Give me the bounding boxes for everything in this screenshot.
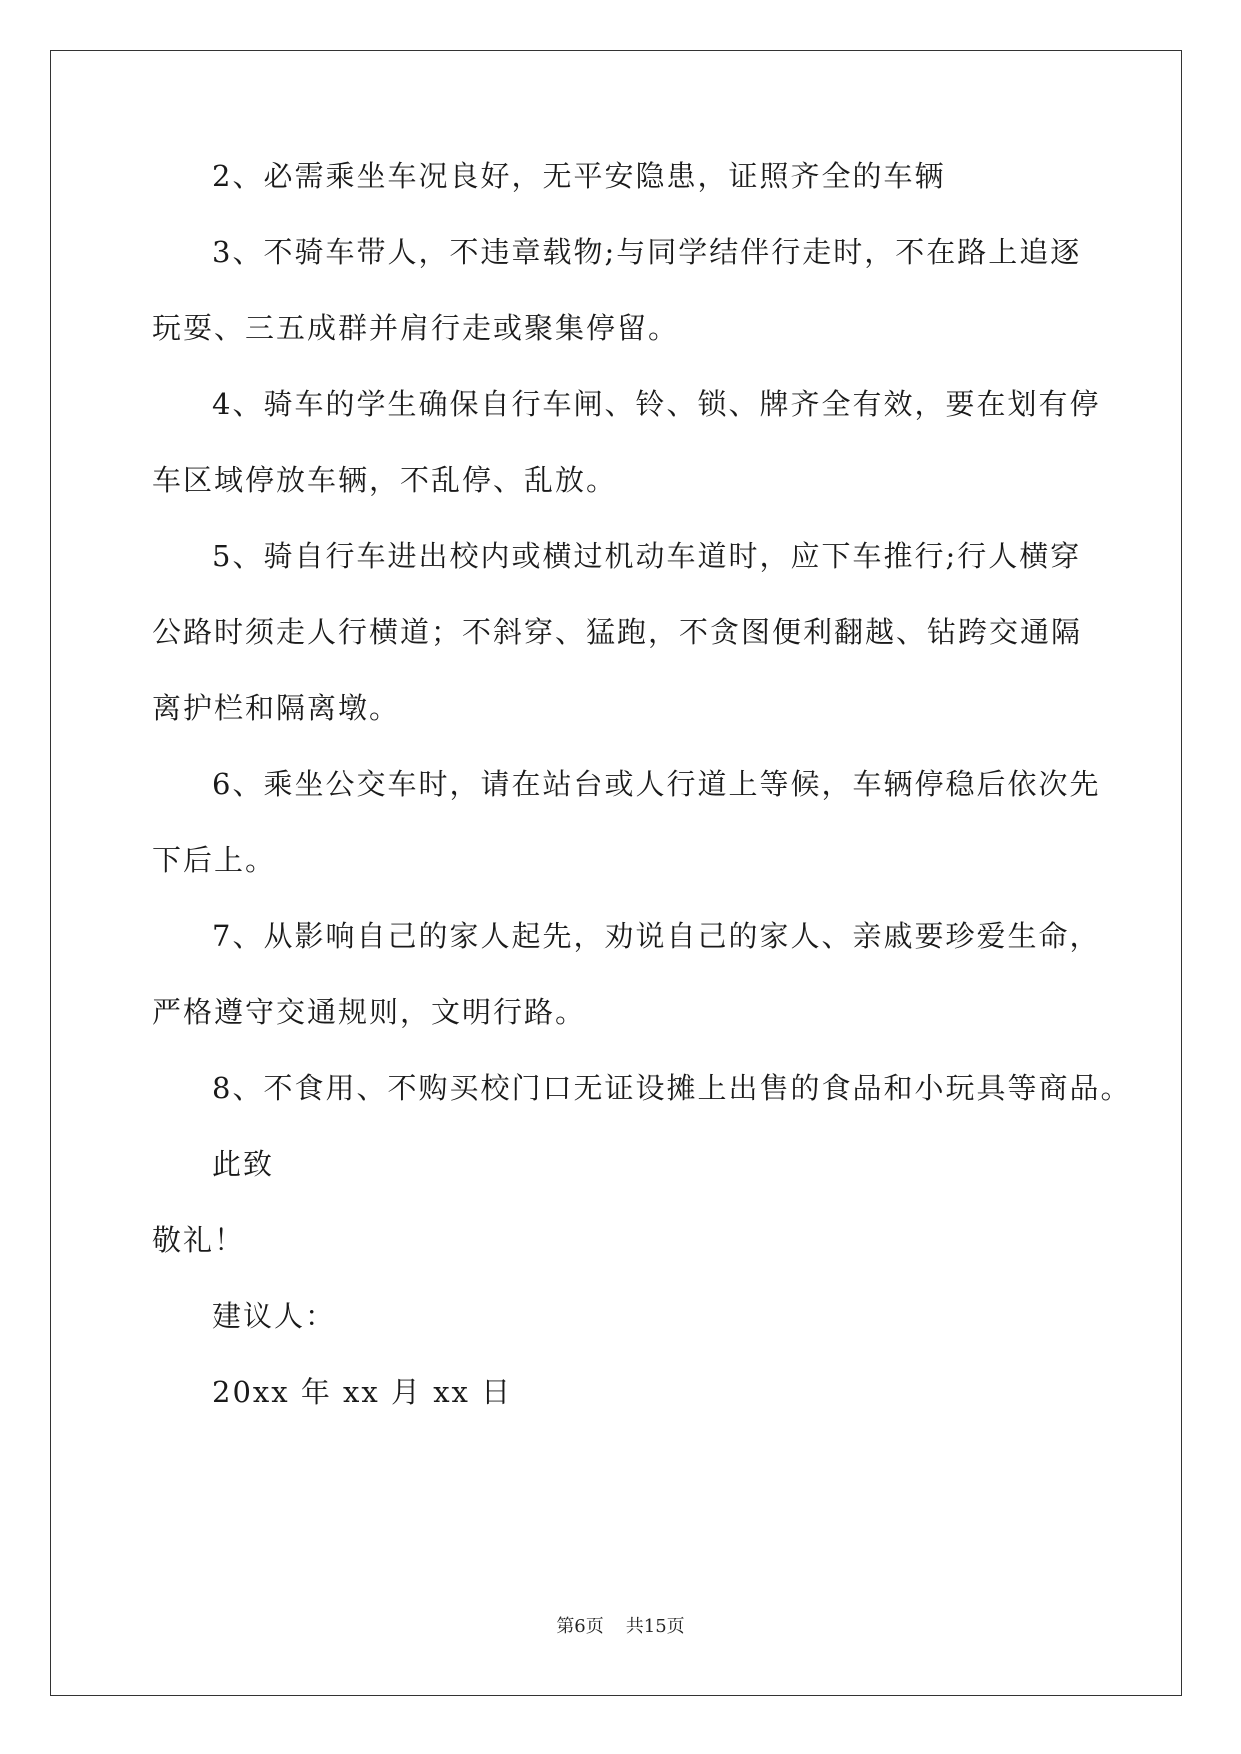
paragraph-line: 8、不食用、不购买校门口无证设摊上出售的食品和小玩具等商品。 <box>212 1071 1132 1105</box>
paragraph-line: 玩耍、三五成群并肩行走或聚集停留。 <box>152 311 680 345</box>
salutation-closing: 此致 <box>212 1147 275 1181</box>
paragraph-line: 离护栏和隔离墩。 <box>152 691 401 725</box>
page-total: 共15页 <box>625 1616 685 1637</box>
paragraph-line: 下后上。 <box>152 843 277 877</box>
date-line: 20xx 年 xx 月 xx 日 <box>212 1375 513 1409</box>
paragraph-line: 4、骑车的学生确保自行车闸、铃、锁、牌齐全有效，要在划有停 <box>212 387 1101 421</box>
paragraph-line: 严格遵守交通规则，文明行路。 <box>152 995 587 1029</box>
paragraph-line: 2、必需乘坐车况良好，无平安隐患，证照齐全的车辆 <box>212 159 946 193</box>
paragraph-line: 7、从影响自己的家人起先，劝说自己的家人、亲戚要珍爱生命， <box>212 919 1101 953</box>
page-footer <box>0 1612 1241 1638</box>
paragraph-line: 5、骑自行车进出校内或横过机动车道时，应下车推行;行人横穿 <box>212 539 1082 573</box>
paragraph-line: 3、不骑车带人，不违章载物;与同学结伴行走时，不在路上追逐 <box>212 235 1082 269</box>
salutation-regards: 敬礼！ <box>152 1223 246 1257</box>
paragraph-line: 公路时须走人行横道；不斜穿、猛跑，不贪图便利翻越、钻跨交通隔 <box>152 615 1083 649</box>
page-number: 第6页 <box>556 1616 604 1637</box>
paragraph-line: 车区域停放车辆，不乱停、乱放。 <box>152 463 618 497</box>
paragraph-line: 6、乘坐公交车时，请在站台或人行道上等候，车辆停稳后依次先 <box>212 767 1101 801</box>
signature-label: 建议人： <box>212 1299 337 1333</box>
